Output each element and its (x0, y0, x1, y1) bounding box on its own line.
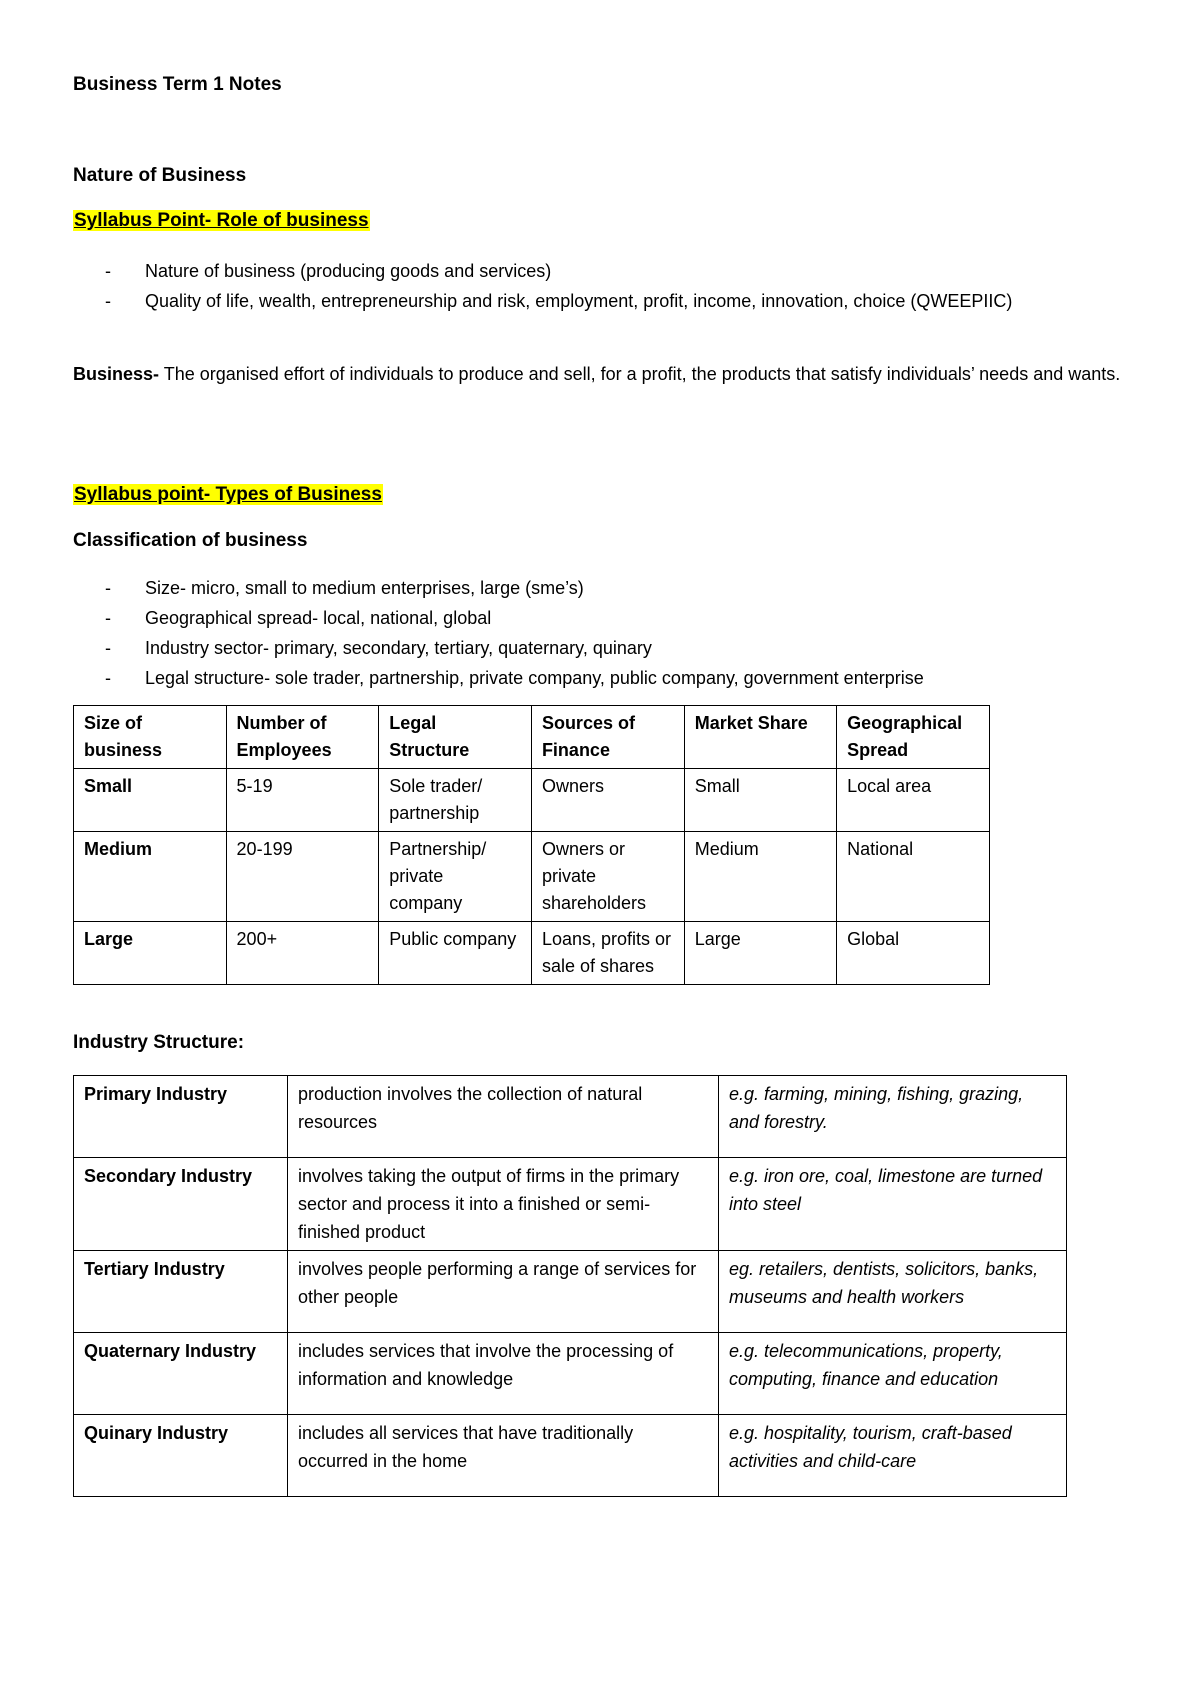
table-cell: production involves the collection of natural resources (288, 1076, 719, 1158)
table-row (74, 1251, 1067, 1333)
table-cell: Loans, profits or sale of shares (531, 922, 684, 985)
list-item: - Geographical spread- local, national, global (105, 603, 1115, 633)
table-row (74, 922, 990, 985)
table-cell: Small (684, 769, 836, 832)
table-cell: includes services that involve the processing of information and knowledge (288, 1333, 719, 1415)
table-cell: e.g. farming, mining, fishing, grazing, and forestry. (719, 1076, 1067, 1158)
table-header-cell: Legal Structure (379, 706, 532, 769)
table-cell: e.g. iron ore, coal, limestone are turned into steel (719, 1158, 1067, 1251)
table-row (74, 1076, 1067, 1158)
table-cell: Large (684, 922, 836, 985)
list-item: - Quality of life, wealth, entrepreneurship and risk, employment, profit, income, innovation, choice (QWEEPIIC) (105, 286, 1115, 316)
table-header-cell: Market Share (684, 706, 836, 769)
table-cell: includes all services that have traditionally occurred in the home (288, 1415, 719, 1497)
role-list (105, 256, 1115, 316)
table-cell: e.g. telecommunications, property, computing, finance and education (719, 1333, 1067, 1415)
table-cell: National (837, 832, 990, 922)
table-cell: Quinary Industry (74, 1415, 288, 1497)
definition-text: The organised effort of individuals to produce and sell, for a profit, the products that satisfy individuals’ needs and wants. (159, 364, 1121, 384)
table-cell: 200+ (226, 922, 379, 985)
list-item: - Legal structure- sole trader, partnership, private company, public company, government enterprise (105, 663, 1115, 693)
table-cell: Primary Industry (74, 1076, 288, 1158)
table-cell: Quaternary Industry (74, 1333, 288, 1415)
business-size-table (73, 705, 990, 985)
table-row (74, 1333, 1067, 1415)
table-cell: involves people performing a range of services for other people (288, 1251, 719, 1333)
industry-structure-table (73, 1075, 1067, 1497)
table-cell: Owners (531, 769, 684, 832)
table-cell: Small (74, 769, 227, 832)
table-row (74, 832, 990, 922)
table-header-cell: Number of Employees (226, 706, 379, 769)
table-cell: Secondary Industry (74, 1158, 288, 1251)
table-cell: Public company (379, 922, 532, 985)
table-cell: Sole trader/ partnership (379, 769, 532, 832)
syllabus-point-types-text: Syllabus point- Types of Business (74, 484, 382, 505)
table-cell: Medium (74, 832, 227, 922)
list-item: - Size- micro, small to medium enterprises, large (sme’s) (105, 573, 1115, 603)
definition-term: Business- (73, 364, 160, 384)
table-cell: Large (74, 922, 227, 985)
table-cell: e.g. hospitality, tourism, craft-based activities and child-care (719, 1415, 1067, 1497)
table-cell: 5-19 (226, 769, 379, 832)
page-title: Business Term 1 Notes (73, 74, 282, 95)
table-cell: involves taking the output of firms in the primary sector and process it into a finished or semi-finished product (288, 1158, 719, 1251)
syllabus-point-types (73, 484, 383, 506)
business-definition (73, 359, 1133, 389)
syllabus-point-role (73, 210, 370, 232)
table-cell: Tertiary Industry (74, 1251, 288, 1333)
table-header-row (74, 706, 990, 769)
table-header-cell: Geographical Spread (837, 706, 990, 769)
table-cell: 20-199 (226, 832, 379, 922)
table-cell: Partnership/ private company (379, 832, 532, 922)
table-cell: eg. retailers, dentists, solicitors, banks, museums and health workers (719, 1251, 1067, 1333)
table-header-cell: Size of business (74, 706, 227, 769)
table-row (74, 1415, 1067, 1497)
table-cell: Owners or private shareholders (531, 832, 684, 922)
list-item: - Nature of business (producing goods and services) (105, 256, 1115, 286)
classification-list (105, 573, 1115, 693)
list-item: - Industry sector- primary, secondary, tertiary, quaternary, quinary (105, 633, 1115, 663)
section-heading-nature: Nature of Business (73, 165, 247, 186)
table-cell: Global (837, 922, 990, 985)
industry-structure-heading: Industry Structure: (73, 1032, 245, 1053)
table-cell: Medium (684, 832, 836, 922)
table-row (74, 769, 990, 832)
table-row (74, 1158, 1067, 1251)
classification-heading: Classification of business (73, 530, 308, 551)
table-header-cell: Sources of Finance (531, 706, 684, 769)
syllabus-point-role-text: Syllabus Point- Role of business (74, 210, 369, 231)
table-cell: Local area (837, 769, 990, 832)
